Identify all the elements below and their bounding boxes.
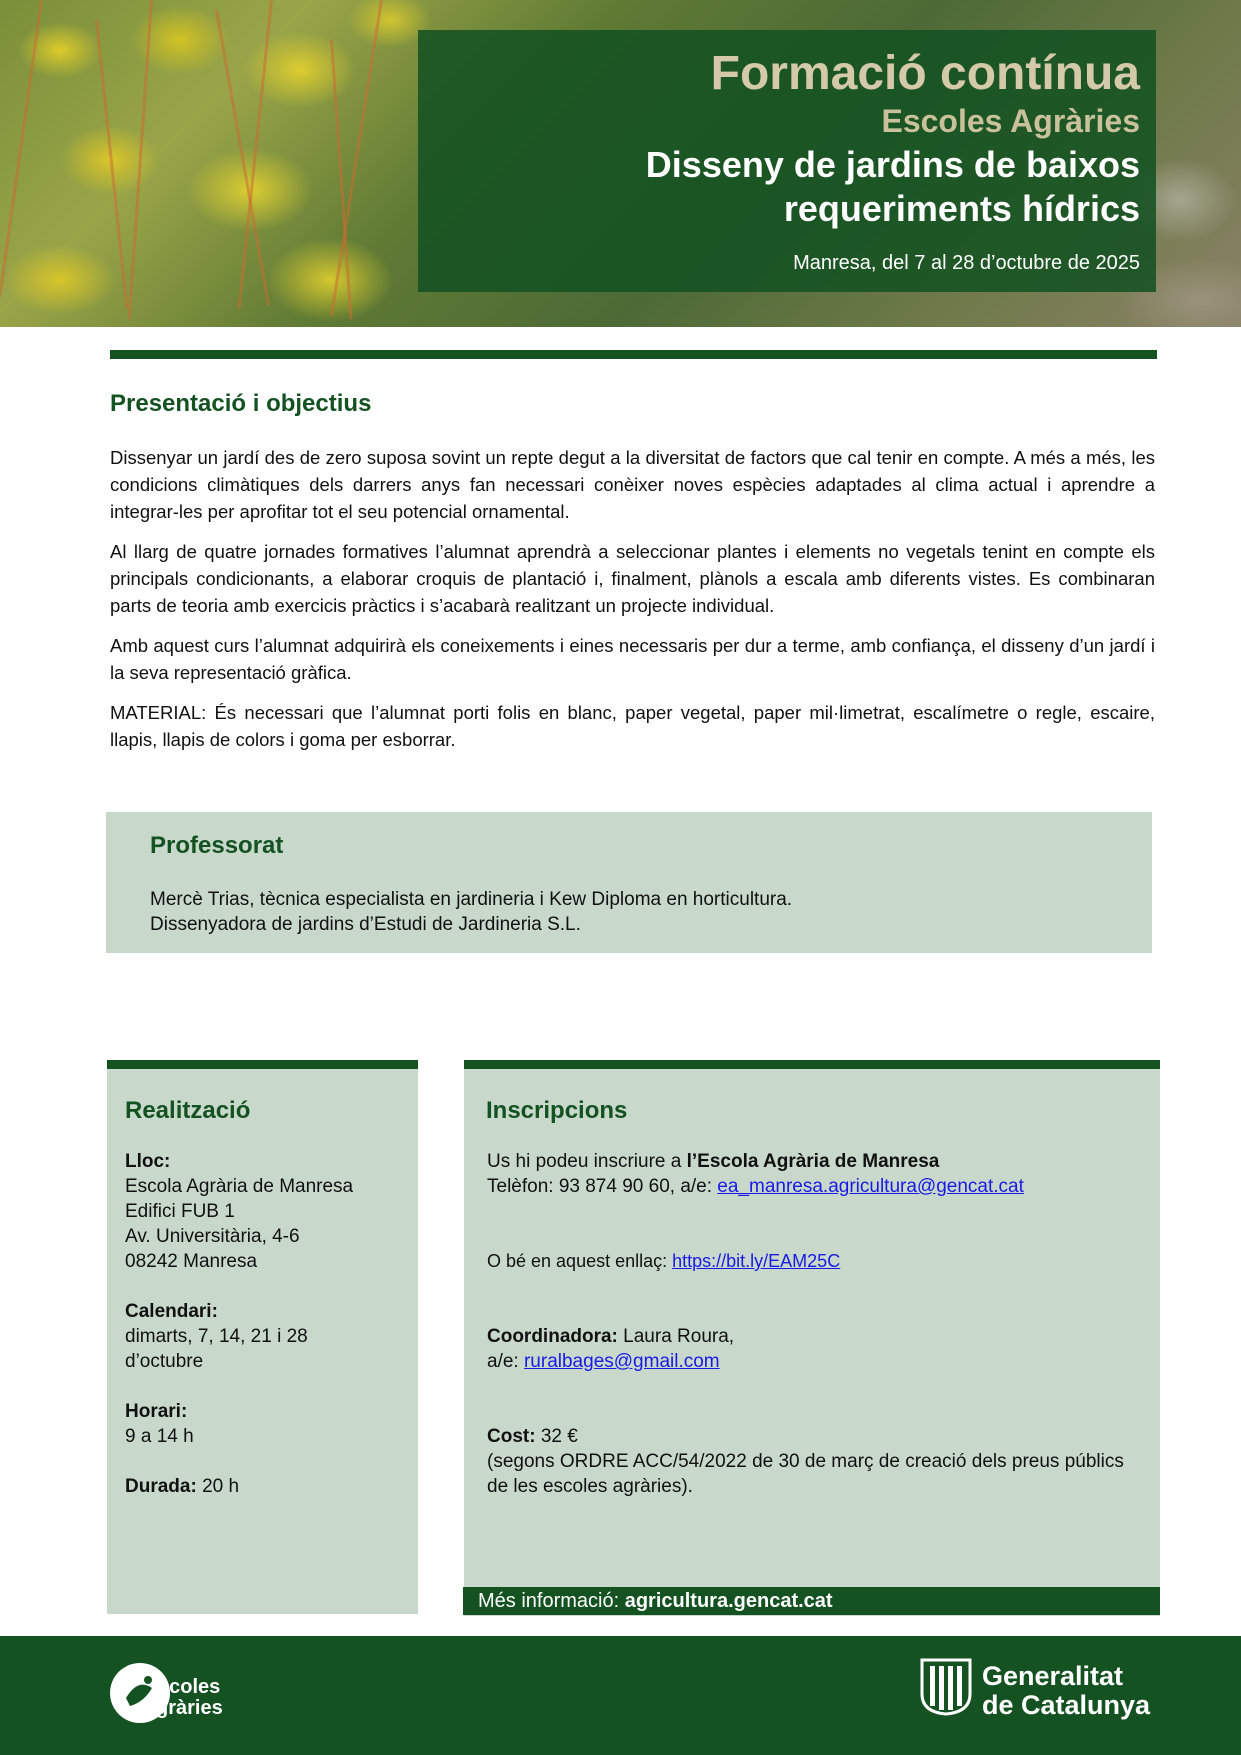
generalitat-line2: de Catalunya [982, 1690, 1151, 1720]
email-link[interactable]: ea_manresa.agricultura@gencat.cat [717, 1176, 1024, 1197]
contact-block: Us hi podeu inscriure a l’Escola Agrària de Manresa Telèfon: 93 874 90 60, a/e: ea_manresa.agricultura@gencat.cat [487, 1151, 1024, 1197]
realitzacio-heading: Realització [125, 1097, 251, 1124]
svg-text:scoles: scoles [158, 1676, 221, 1698]
footer [0, 1636, 1241, 1755]
paragraph: MATERIAL: És necessari que l’alumnat porti folis en blanc, paper vegetal, paper mil·limetrat, escalímetre o regle, escaire, llapis, llapis de colors i goma per esborrar. [110, 702, 1155, 750]
cost-block: Cost: 32 € (segons ORDRE ACC/54/2022 de 30 de març de creació dels preus públics de les escoles agràries). [487, 1426, 1124, 1497]
title-box [418, 30, 1156, 292]
page-subtitle: Escoles Agràries [881, 103, 1140, 139]
coordinator-block: Coordinadora: Laura Roura, a/e: ruralbages@gmail.com [487, 1326, 735, 1372]
horari-block: Horari: 9 a 14 h [125, 1401, 194, 1447]
link-block: O bé en aquest enllaç: https://bit.ly/EAM25C [487, 1251, 841, 1271]
inscripcions-panel [464, 1060, 1160, 1616]
professorat-panel [106, 812, 1152, 953]
more-info-bar: Més informació: agricultura.gencat.cat [463, 1587, 1160, 1615]
professorat-text: Mercè Trias, tècnica especialista en jardineria i Kew Diploma en horticultura. Dissenyadora de jardins d’Estudi de Jardineria S.L. [150, 889, 793, 935]
more-info-link[interactable]: agricultura.gencat.cat [624, 1590, 833, 1612]
professorat-heading: Professorat [150, 832, 284, 859]
course-date: Manresa, del 7 al 28 d’octubre de 2025 [793, 252, 1140, 274]
page-title: Formació contínua [710, 47, 1140, 100]
presentation-heading: Presentació i objectius [110, 390, 372, 417]
course-title: Disseny de jardins de baixos requeriments hídrics [645, 144, 1140, 229]
paragraph: Al llarg de quatre jornades formatives l’alumnat aprendrà a seleccionar plantes i elements no vegetals tenint en compte els principals condicionants, a elaborar croquis de plantació i, finalment, plànols a escala amb diferents vistes. Es combinaran parts de teoria amb exercicis pràctics i s’acabarà realitzant un projecte individual. [110, 541, 1155, 616]
header-photo [0, 0, 1241, 327]
escoles-agraries-logo [108, 1658, 238, 1728]
paragraph: Amb aquest curs l’alumnat adquirirà els coneixements i eines necessaris per dur a terme, amb confiança, el disseny d’un jardí i la seva representació gràfica. [110, 635, 1155, 683]
generalitat-line1: Generalitat [982, 1661, 1124, 1691]
calendari-block: Calendari: dimarts, 7, 14, 21 i 28 d’octubre [125, 1301, 308, 1372]
registration-link[interactable]: https://bit.ly/EAM25C [672, 1251, 841, 1271]
presentation-text [110, 444, 1155, 766]
svg-text:gràries: gràries [156, 1697, 223, 1719]
inscripcions-heading: Inscripcions [486, 1097, 628, 1124]
realitzacio-panel [107, 1060, 418, 1614]
durada-block: Durada: 20 h [125, 1476, 240, 1497]
paragraph: Dissenyar un jardí des de zero suposa sovint un repte degut a la diversitat de factors que cal tenir en compte. A més a més, les condicions climàtiques dels darrers anys fan necessari conèixer noves espècies adaptades al clima actual i aprendre a integrar-les per aprofitar tot el seu potencial ornamental. [110, 447, 1155, 522]
generalitat-logo [920, 1658, 1160, 1723]
coordinator-email-link[interactable]: ruralbages@gmail.com [523, 1351, 720, 1372]
section-divider [110, 350, 1157, 359]
lloc-block: Lloc: Escola Agrària de Manresa Edifici FUB 1 Av. Universitària, 4-6 08242 Manresa [125, 1151, 354, 1272]
